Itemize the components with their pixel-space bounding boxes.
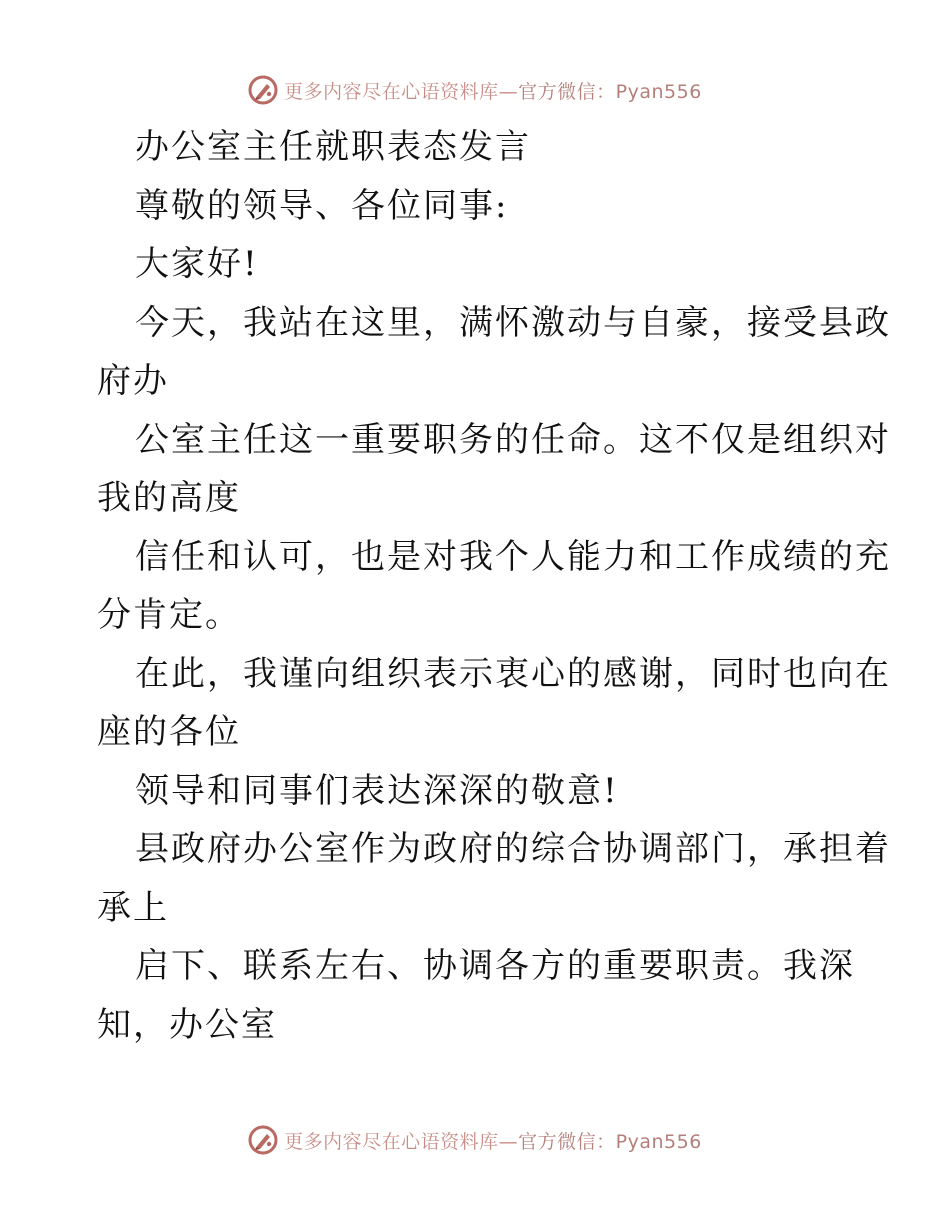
banner-dash: —	[498, 80, 519, 103]
pen-seal-logo-icon	[248, 1125, 278, 1155]
document-body	[97, 118, 891, 1054]
paragraph-line: 承上	[97, 887, 169, 928]
paragraph-line: 在此，我谨向组织表示衷心的感谢，同时也向在	[135, 653, 891, 694]
paragraph-line: 今天，我站在这里，满怀激动与自豪，接受县政	[135, 302, 891, 343]
paragraph-line: 启下、联系左右、协调各方的重要职责。我深	[135, 946, 855, 986]
banner-wechat: 官方微信：Pyan556	[518, 1130, 702, 1153]
paragraph-line: 尊敬的领导、各位同事:	[135, 185, 509, 226]
pen-seal-logo-icon	[248, 75, 278, 105]
banner-wechat: 官方微信：Pyan556	[518, 80, 702, 103]
paragraph-line: 分肯定。	[97, 595, 241, 635]
paragraph-line: 县政府办公室作为政府的综合协调部门，承担着	[135, 829, 891, 869]
paragraph-line: 领导和同事们表达深深的敬意!	[135, 770, 619, 811]
paragraph-line: 知，办公室	[97, 1004, 277, 1045]
paragraph-line: 我的高度	[97, 478, 241, 518]
paragraph-line: 公室主任这一重要职务的任命。这不仅是组织对	[135, 419, 891, 460]
banner-site-text: 更多内容尽在心语资料库	[284, 1130, 499, 1153]
paragraph-line: 大家好!	[135, 244, 259, 284]
paragraph-line: 信任和认可，也是对我个人能力和工作成绩的充	[135, 536, 891, 577]
header-banner	[0, 70, 950, 110]
paragraph-line: 座的各位	[97, 712, 241, 752]
banner-dash: —	[498, 1130, 519, 1153]
paragraph-line: 府办	[97, 361, 169, 401]
banner-site-text: 更多内容尽在心语资料库	[284, 80, 499, 103]
footer-banner	[0, 1120, 950, 1160]
document-title: 办公室主任就职表态发言	[135, 127, 531, 167]
